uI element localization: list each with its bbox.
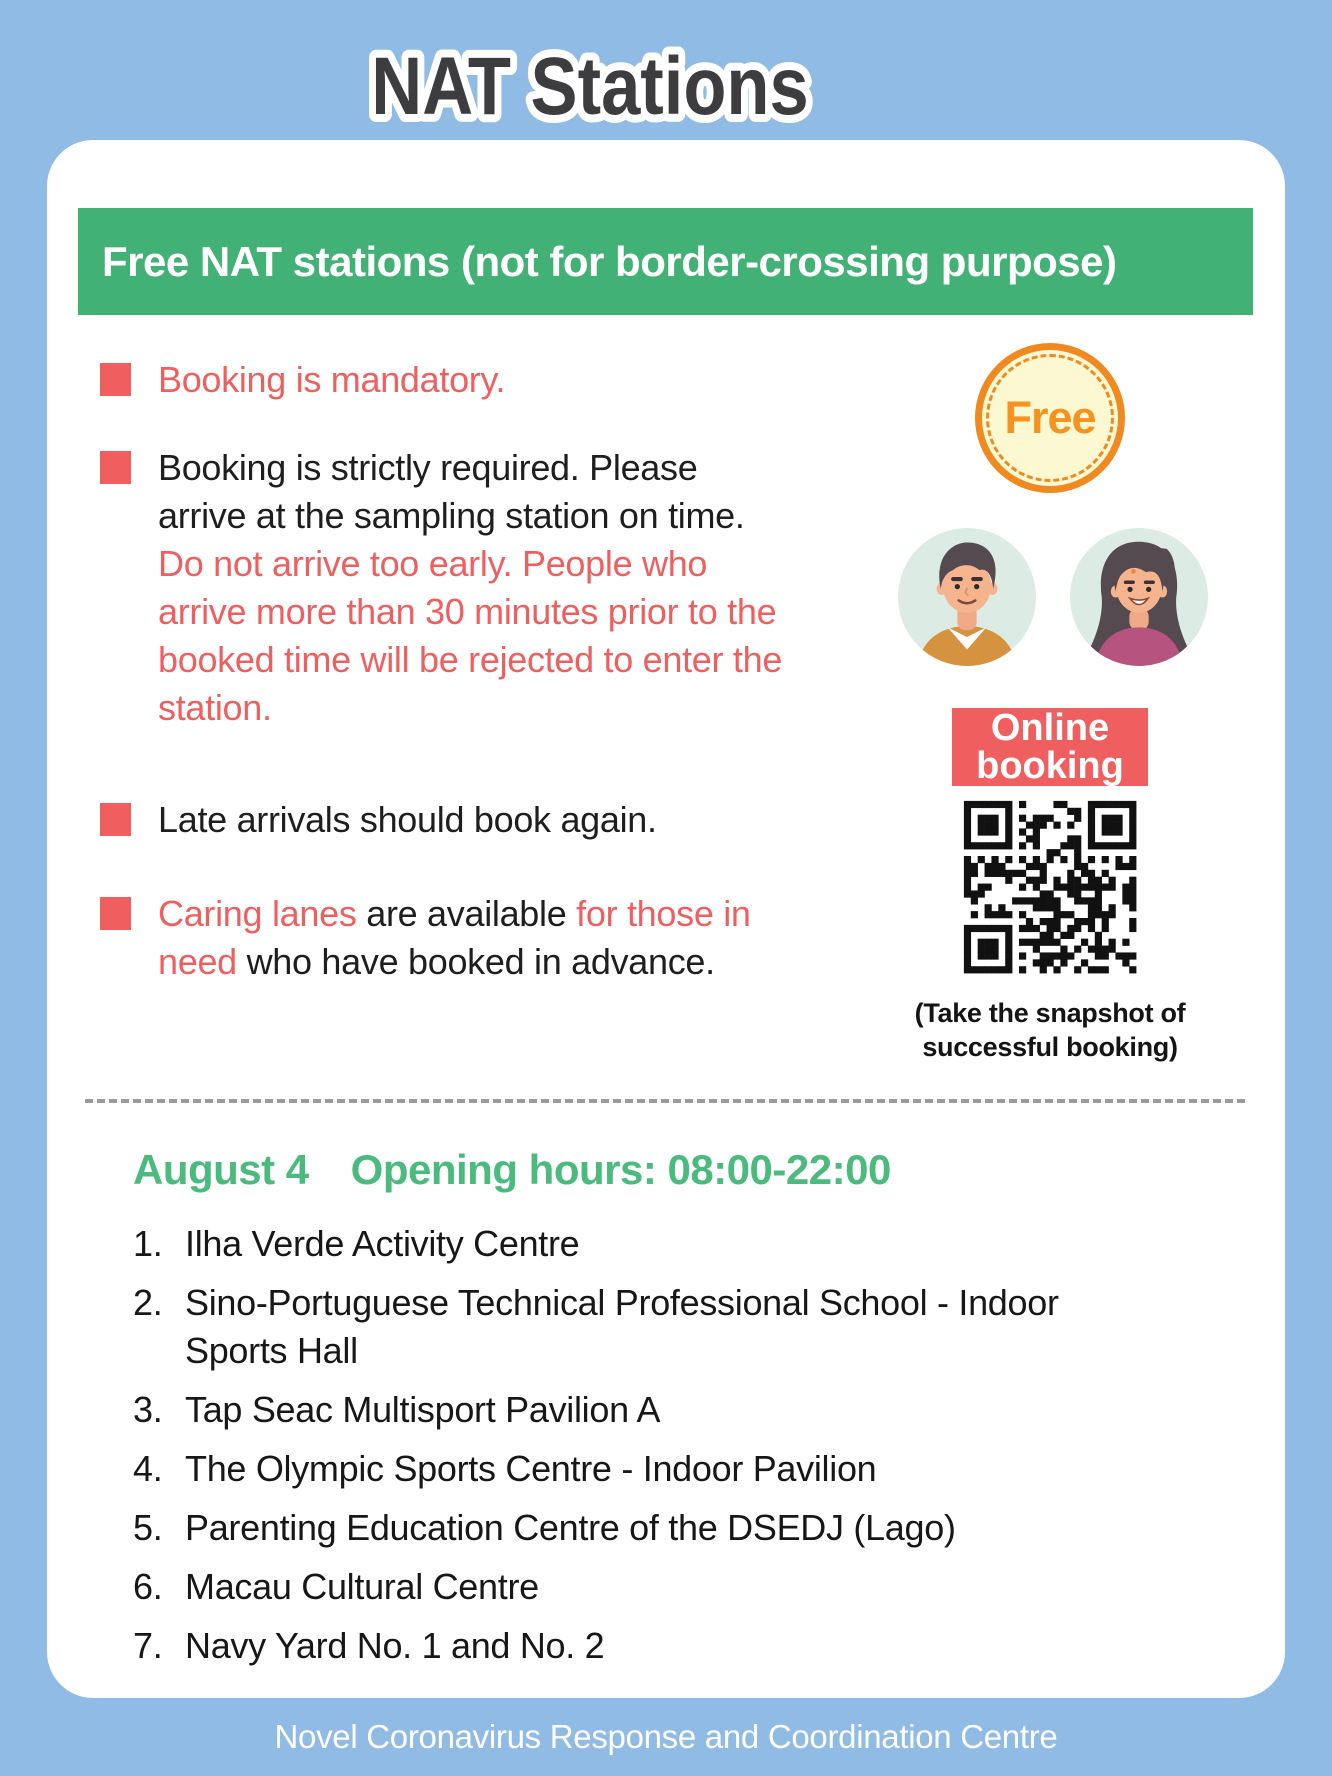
banner-heading: Free NAT stations (not for border-crossing purpose): [78, 208, 1253, 315]
bullet-item: [100, 890, 800, 986]
station-item: Tap Seac Multisport Pavilion A: [185, 1389, 661, 1430]
bullet-item: [100, 796, 800, 844]
schedule-hours: Opening hours: 08:00-22:00: [350, 1146, 891, 1193]
station-item: Macau Cultural Centre: [185, 1566, 539, 1607]
online-booking-label: Online booking: [952, 708, 1148, 786]
station-list: [133, 1220, 1133, 1681]
free-badge: [975, 343, 1125, 493]
qr-code-icon: [957, 794, 1143, 980]
red-square-bullet-icon: [100, 803, 131, 836]
free-badge-label: Free: [1004, 392, 1096, 443]
footer-text: Novel Coronavirus Response and Coordination Centre: [274, 1718, 1058, 1755]
station-item: Parenting Education Centre of the DSEDJ (Lago): [185, 1507, 956, 1548]
qr-caption: (Take the snapshot of successful booking): [914, 998, 1186, 1062]
bullet-item: [100, 356, 800, 404]
footer: [0, 1698, 1332, 1776]
bullet-text: Booking is strictly required. Please arrive at the sampling station on time. Do not arrive too early. People who arrive more than 30 minutes prior to the booked time will be rejected to enter the station.: [158, 447, 783, 728]
red-square-bullet-icon: [100, 363, 131, 396]
bullet-text: Booking is mandatory.: [158, 359, 506, 400]
station-item: Sino-Portuguese Technical Professional School - Indoor Sports Hall: [185, 1282, 1059, 1371]
page-title-text: NAT Stations: [371, 41, 809, 133]
bullet-text: Caring lanes are available for those in need who have booked in advance.: [158, 893, 751, 982]
page-title: [0, 22, 1332, 142]
bullet-list: [100, 356, 800, 986]
red-square-bullet-icon: [100, 451, 131, 484]
station-item: Navy Yard No. 1 and No. 2: [185, 1625, 605, 1666]
station-item: The Olympic Sports Centre - Indoor Pavilion: [185, 1448, 877, 1489]
dashed-divider: [85, 1099, 1245, 1103]
station-item: Ilha Verde Activity Centre: [185, 1223, 580, 1264]
schedule-date: August 4: [133, 1146, 309, 1193]
bullet-text: Late arrivals should book again.: [158, 799, 657, 840]
red-square-bullet-icon: [100, 897, 131, 930]
man-avatar-icon: [898, 528, 1036, 666]
schedule-heading: [133, 1146, 891, 1194]
bullet-item: [100, 444, 800, 732]
woman-avatar-icon: [1070, 528, 1208, 666]
